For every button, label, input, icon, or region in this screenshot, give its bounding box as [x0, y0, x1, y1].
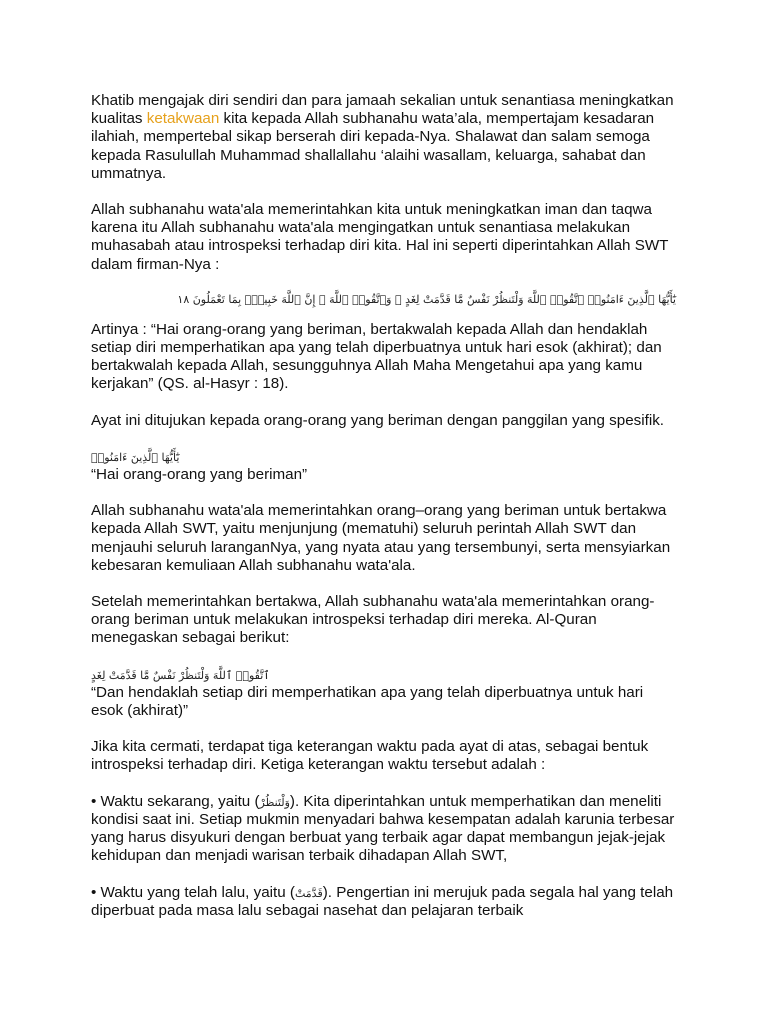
- opening-kualitas: kualitas: [91, 110, 147, 128]
- bullet-2-arabic: قَدَّمَتْ: [294, 886, 323, 900]
- paragraph-iman-taqwa: Allah subhanahu wata'ala memerintahkan kita untuk meningkatkan iman dan taqwa karena itu Allah subhanahu wata'ala mengingatkan untuk senantiasa melakukan muhasabah atau introspeksi terhadap diri kita. Hal ini seperti diperintahkan Allah SWT dalam firman-Nya :: [91, 201, 669, 273]
- bullet-1-post: ). Kita diperintahkan untuk memperhatikan dan meneliti kondisi saat ini. Setiap mukmin menyadari bahwa kesempatan adalah karunia terbesar yang harus disyukuri dengan berbuat yang terbaik agar dapat membangun jejak-jejak kehidupan dan menjadi warisan terbaik dihadapan Allah SWT,: [91, 792, 675, 865]
- ayat-ittaqullah-translation: “Dan hendaklah setiap diri memperhatikan apa yang telah diperbuatnya untuk hari esok (akhirat)”: [91, 683, 644, 720]
- bullet-waktu-sekarang: [91, 793, 678, 866]
- bullet-2-pre: • Waktu yang telah lalu, yaitu (: [91, 883, 295, 901]
- translation-paragraph: Artinya : “Hai orang-orang yang beriman, bertakwalah kepada Allah dan hendaklah setiap diri memperhatikan apa yang telah diperbuatnya untuk hari esok (akhirat); dan bertakwalah kepada Allah, sesungguhnya Allah Maha Mengetahui apa yang kamu kerjakan” (QS. al-Hasyr : 18).: [91, 320, 662, 393]
- bullet-waktu-lalu: [91, 884, 678, 920]
- ayat-ya-ayyuha-row: [91, 448, 678, 466]
- ayat-ittaqullah: ٱتَّقُوا۟ ٱللَّهَ وَلْتَنظُرْ نَفْسٌ مَّا قَدَّمَتْ لِغَدٍ: [91, 668, 270, 682]
- opening-line: Khatib mengajak diri sendiri dan para jamaah sekalian untuk senantiasa meningkatkan: [91, 92, 674, 109]
- ayat-ya-ayyuha: يَٰٓأَيُّهَا ٱلَّذِينَ ءَامَنُوا۟: [91, 450, 180, 464]
- bullet-1-pre: • Waktu sekarang, yaitu (: [91, 792, 260, 810]
- paragraph-perintah-takwa: Allah subhanahu wata'ala memerintahkan orang–orang yang beriman untuk bertakwa kepada Allah SWT, yaitu menjunjung (mematuhi) seluruh perintah Allah SWT dan menjauhi seluruh laranganNya, yang nyata atau yang tersembunyi, serta mensyiarkan kebesaran kemuliaan Allah subhanahu wata'ala.: [91, 502, 671, 574]
- opening-paragraph: [91, 92, 678, 183]
- paragraph-tiga-keterangan: Jika kita cermati, terdapat tiga keterangan waktu pada ayat di atas, sebagai bentuk introspeksi terhadap diri. Ketiga keterangan waktu tersebut adalah :: [91, 738, 649, 774]
- paragraph-introspeksi: Setelah memerintahkan bertakwa, Allah subhanahu wata'ala memerintahkan orang-orang beriman untuk melakukan introspeksi terhadap diri mereka. Al-Quran menegaskan sebagai berikut:: [91, 593, 655, 647]
- ketakwaan-highlight-link[interactable]: ketakwaan: [146, 110, 220, 128]
- bullet-1-arabic: وَلْتَنظُرْ: [259, 795, 290, 809]
- bullet-2-post: ). Pengertian ini merujuk pada segala hal yang telah diperbuat pada masa lalu sebagai nasehat dan pelajaran terbaik: [91, 883, 674, 919]
- ayat-al-hasyr-18: يَٰٓأَيُّهَا ٱلَّذِينَ ءَامَنُوا۟ ٱتَّقُوا۟ ٱللَّهَ وَلْتَنظُرْ نَفْسٌ مَّا قَدَّمَتْ لِغَدٍ ۖ وَٱتَّقُوا۟ ٱللَّهَ ۚ إِنَّ ٱللَّهَ خَبِيرٌۢ بِمَا تَعْمَلُونَ ١٨: [177, 292, 676, 306]
- ayat-ittaqullah-row: [91, 666, 678, 684]
- opening-rest: kita kepada Allah subhanahu wata’ala, mempertajam kesadaran ilahiah, mempertebal sikap berserah diri kepada-Nya. Shalawat dan salam semoga kepada Rasulullah Muhammad shallallahu ‘alaihi wasallam, keluarga, sahabat dan ummatnya.: [91, 110, 655, 182]
- paragraph-ayat-ditujukan: Ayat ini ditujukan kepada orang-orang yang beriman dengan panggilan yang spesifik.: [91, 411, 665, 429]
- ayat-ya-ayyuha-translation: “Hai orang-orang yang beriman”: [91, 466, 308, 484]
